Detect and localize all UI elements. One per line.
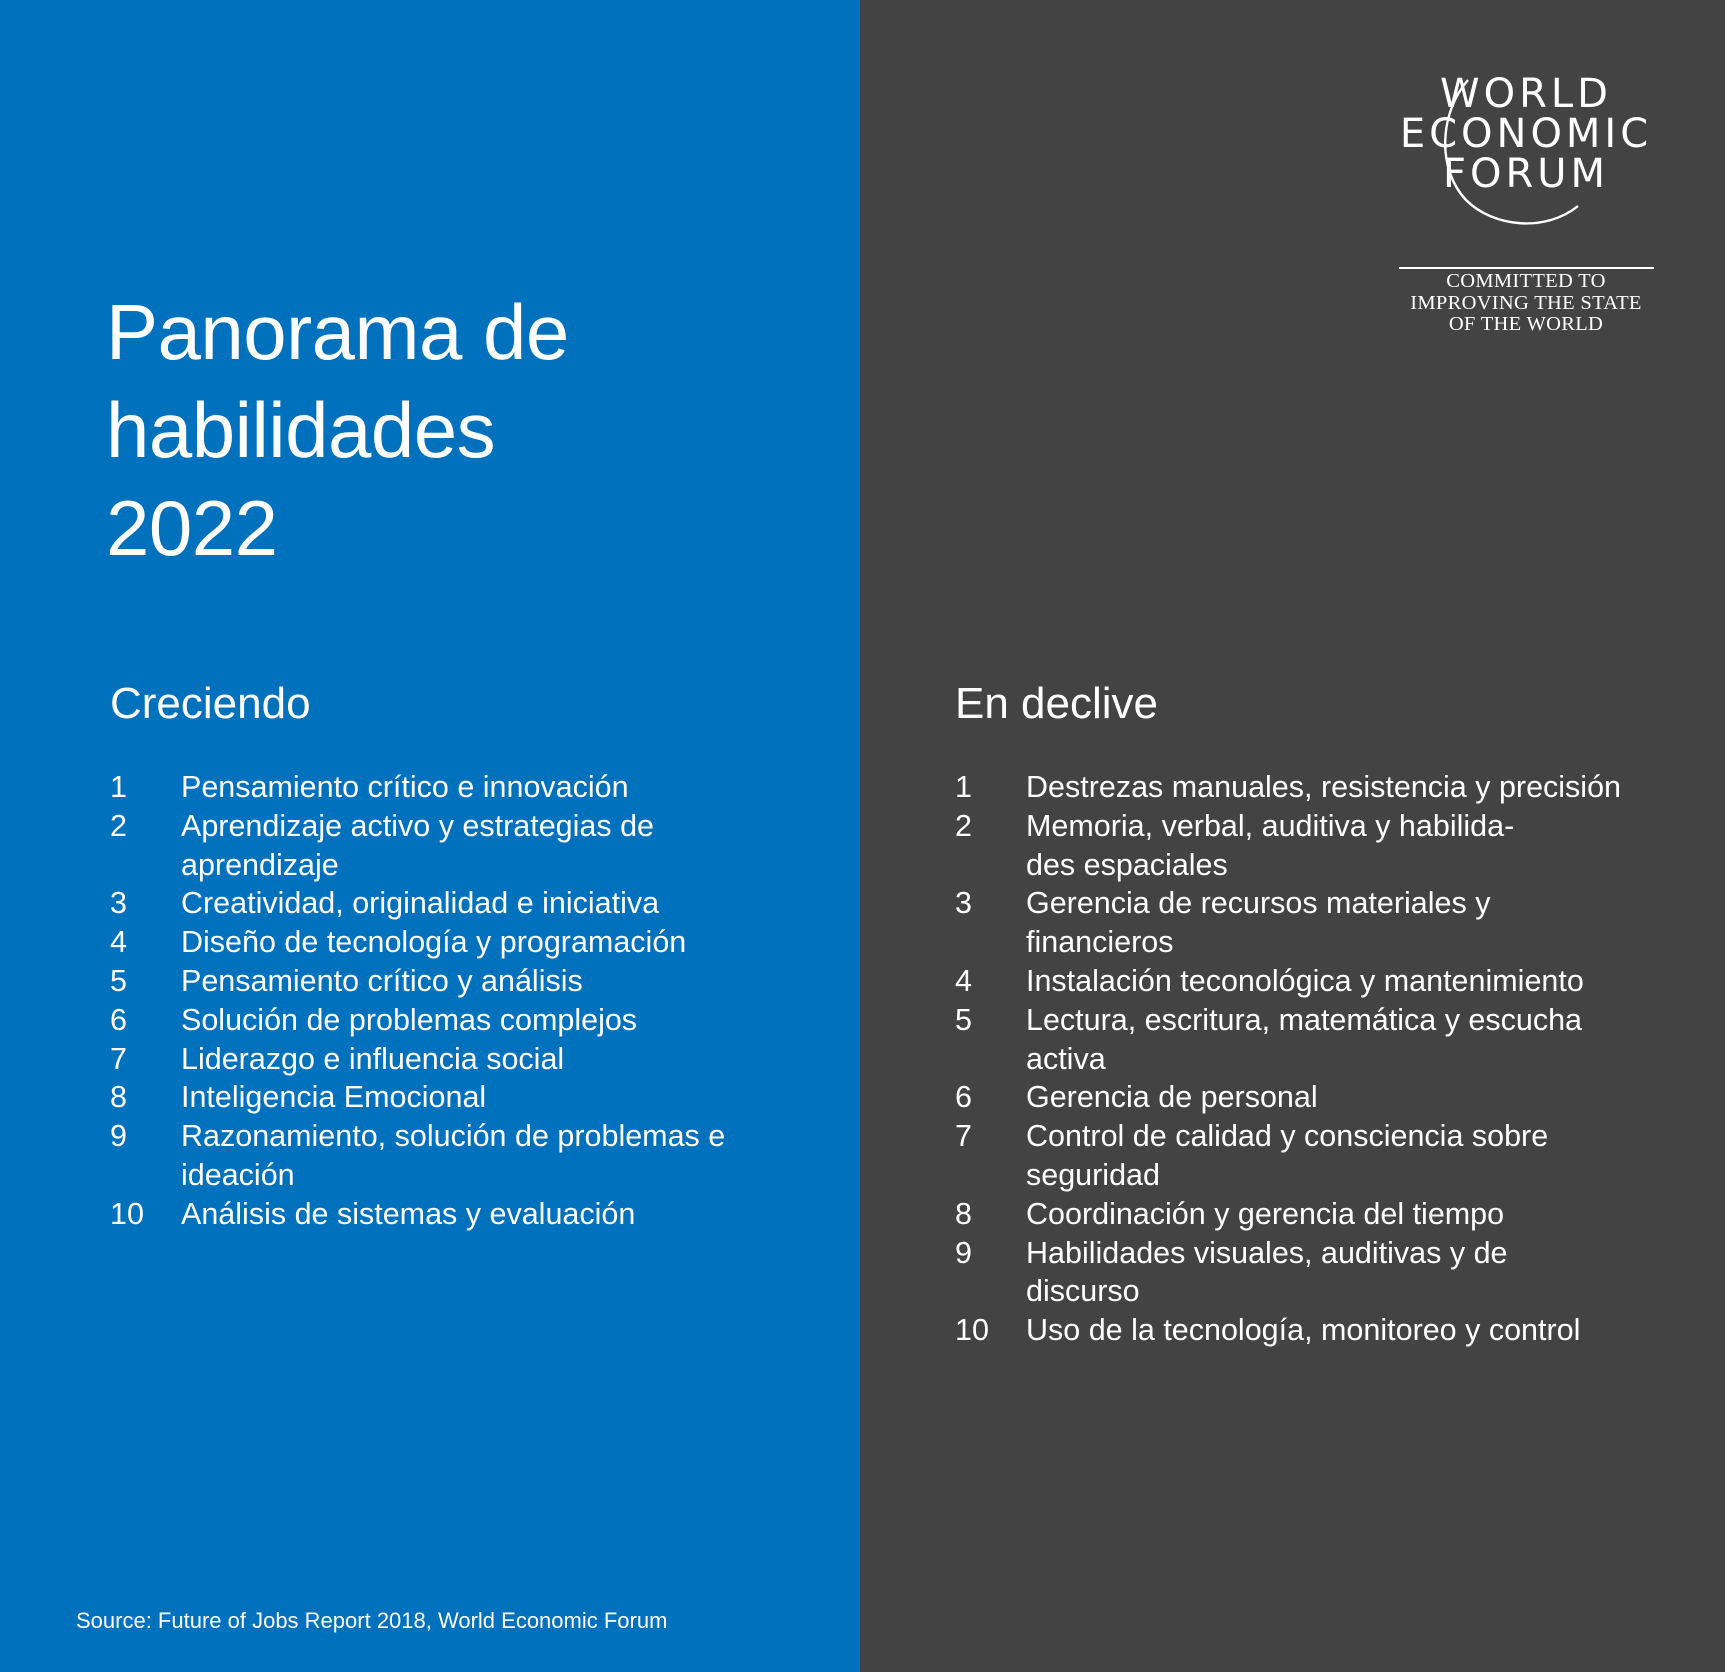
item-number: 10 xyxy=(110,1196,144,1231)
item-text: Aprendizaje activo y estrategias de aprendizaje xyxy=(181,808,655,882)
logo-tagline xyxy=(1396,271,1656,336)
list-item xyxy=(110,1040,810,1079)
item-text: Pensamiento crítico e innovación xyxy=(181,770,629,804)
list-item xyxy=(955,768,1675,807)
declining-skill-list xyxy=(955,768,1675,1350)
logo-word-economic: ECONOMIC xyxy=(1399,111,1653,157)
list-item xyxy=(955,1234,1675,1312)
item-text: Razonamiento, solución de problemas e ideación xyxy=(181,1119,726,1192)
list-item xyxy=(955,1195,1675,1234)
list-item xyxy=(955,884,1675,962)
item-text: Habilidades visuales, auditivas y de discurso xyxy=(1026,1235,1508,1309)
logo-divider xyxy=(1399,267,1654,269)
item-text: Creatividad, originalidad e iniciativa xyxy=(181,886,660,921)
item-text: Lectura, escritura, matemática y escucha activa xyxy=(1026,1002,1583,1076)
item-number: 8 xyxy=(955,1196,972,1231)
item-number: 3 xyxy=(110,886,127,921)
item-text: Memoria, verbal, auditiva y habilida- des espaciales xyxy=(1026,808,1515,882)
item-text: Uso de la tecnología, monitoreo y control xyxy=(1026,1313,1581,1348)
list-item xyxy=(955,1001,1675,1079)
list-item xyxy=(955,1117,1675,1195)
list-item xyxy=(110,1001,810,1040)
item-text: Diseño de tecnología y programación xyxy=(181,925,687,960)
list-item xyxy=(110,923,810,962)
logo-tagline-line: OF THE WORLD xyxy=(1448,313,1604,335)
item-number: 4 xyxy=(110,925,127,960)
list-item xyxy=(955,962,1675,1001)
item-number: 7 xyxy=(955,1119,972,1154)
item-text: Inteligencia Emocional xyxy=(181,1080,487,1115)
item-text: Instalación teconológica y mantenimiento xyxy=(1026,963,1584,998)
item-text: Liderazgo e influencia social xyxy=(181,1041,565,1076)
item-number: 3 xyxy=(955,886,972,921)
item-number: 6 xyxy=(110,1002,127,1037)
wef-logo xyxy=(1396,72,1656,342)
logo-word-forum: FORUM xyxy=(1442,151,1610,197)
item-number: 6 xyxy=(955,1080,972,1115)
logo-word-world: WORLD xyxy=(1440,71,1612,117)
title-line: Panorama de xyxy=(106,288,569,376)
item-number: 2 xyxy=(955,808,972,843)
item-number: 1 xyxy=(110,770,127,804)
list-item xyxy=(955,1078,1675,1117)
list-item xyxy=(110,884,810,923)
growing-skill-list xyxy=(110,768,810,1234)
logo-tagline-line: COMMITTED TO xyxy=(1446,270,1606,292)
item-number: 10 xyxy=(955,1313,989,1348)
growing-heading: Creciendo xyxy=(110,679,311,728)
list-item xyxy=(110,962,810,1001)
declining-heading: En declive xyxy=(955,679,1159,728)
page-title xyxy=(106,283,806,577)
item-number: 8 xyxy=(110,1080,127,1115)
list-item xyxy=(110,768,810,807)
item-number: 5 xyxy=(110,963,127,998)
source-note: Source: Future of Jobs Report 2018, World Economic Forum xyxy=(76,1608,668,1633)
item-number: 7 xyxy=(110,1041,127,1076)
item-number: 1 xyxy=(955,770,972,804)
item-number: 4 xyxy=(955,963,972,998)
item-text: Gerencia de personal xyxy=(1026,1080,1318,1115)
list-item xyxy=(955,1311,1675,1350)
logo-tagline-line: IMPROVING THE STATE xyxy=(1410,291,1642,314)
item-text: Coordinación y gerencia del tiempo xyxy=(1026,1196,1505,1231)
item-number: 2 xyxy=(110,808,127,843)
list-item xyxy=(110,1117,810,1195)
item-text: Control de calidad y consciencia sobre seguridad xyxy=(1026,1119,1549,1192)
list-item xyxy=(110,807,810,885)
list-item xyxy=(110,1195,810,1234)
title-line: 2022 xyxy=(106,484,278,572)
title-line: habilidades xyxy=(106,386,496,474)
item-number: 9 xyxy=(110,1119,127,1154)
item-text: Destrezas manuales, resistencia y precisión xyxy=(1026,770,1622,804)
list-item xyxy=(110,1078,810,1117)
item-text: Pensamiento crítico y análisis xyxy=(181,963,583,998)
list-item xyxy=(955,807,1675,885)
item-text: Solución de problemas complejos xyxy=(181,1002,638,1037)
item-text: Análisis de sistemas y evaluación xyxy=(181,1196,636,1231)
item-number: 9 xyxy=(955,1235,972,1270)
item-text: Gerencia de recursos materiales y financieros xyxy=(1026,886,1491,960)
item-number: 5 xyxy=(955,1002,972,1037)
